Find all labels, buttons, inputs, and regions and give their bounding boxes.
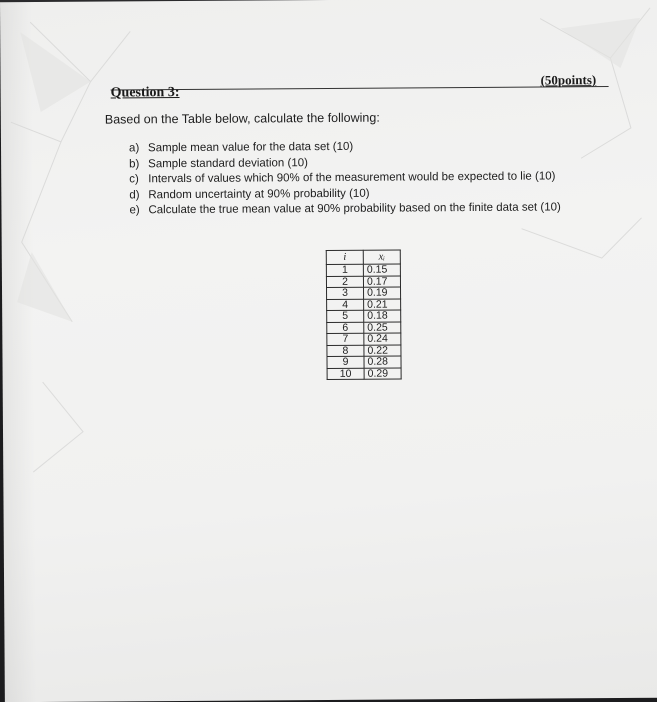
column-header-i: i bbox=[326, 250, 363, 264]
value-cell: 0.24 bbox=[364, 333, 401, 345]
index-cell: 6 bbox=[327, 322, 364, 334]
task-item bbox=[129, 201, 560, 220]
task-text: Calculate the true mean value at 90% probability based on the finite data set (10) bbox=[148, 201, 561, 217]
table-row bbox=[327, 368, 401, 380]
index-cell: 1 bbox=[326, 264, 363, 276]
question-title: Question 3: bbox=[110, 85, 180, 101]
table-row bbox=[326, 264, 400, 276]
task-item bbox=[129, 170, 560, 189]
data-table bbox=[326, 250, 402, 381]
task-label: d) bbox=[129, 189, 140, 202]
table-row bbox=[327, 310, 401, 322]
index-cell: 8 bbox=[327, 345, 364, 357]
task-list bbox=[129, 138, 561, 219]
index-cell: 3 bbox=[327, 287, 364, 299]
table-row bbox=[327, 356, 401, 368]
table-row bbox=[327, 333, 401, 345]
task-text: Random uncertainty at 90% probability (10) bbox=[148, 187, 370, 202]
question-intro: Based on the Table below, calculate the following: bbox=[104, 110, 380, 127]
index-cell: 4 bbox=[327, 299, 364, 311]
task-label: c) bbox=[129, 173, 139, 186]
value-cell: 0.21 bbox=[364, 299, 401, 311]
value-cell: 0.28 bbox=[364, 356, 401, 368]
column-header-x: xᵢ bbox=[363, 250, 400, 264]
points-label: (50points) bbox=[540, 72, 597, 88]
index-cell: 2 bbox=[326, 276, 363, 288]
value-cell: 0.22 bbox=[364, 345, 401, 357]
table-row bbox=[326, 276, 400, 288]
table-row bbox=[327, 345, 401, 357]
table-row bbox=[327, 299, 401, 311]
index-cell: 7 bbox=[327, 333, 364, 345]
value-cell: 0.29 bbox=[364, 368, 401, 380]
task-label: e) bbox=[129, 204, 140, 217]
task-label: a) bbox=[128, 142, 140, 155]
value-cell: 0.19 bbox=[364, 287, 401, 299]
task-text: Sample standard deviation (10) bbox=[148, 156, 309, 170]
value-cell: 0.25 bbox=[364, 322, 401, 334]
value-cell: 0.18 bbox=[364, 310, 401, 322]
index-cell: 10 bbox=[327, 368, 364, 380]
table-header-row bbox=[326, 250, 400, 265]
index-cell: 5 bbox=[327, 310, 364, 322]
task-label: b) bbox=[129, 157, 140, 170]
table-row bbox=[327, 287, 401, 299]
task-text: Intervals of values which 90% of the measurement would be expected to lie (10) bbox=[148, 170, 556, 186]
value-cell: 0.17 bbox=[363, 276, 400, 288]
table-row bbox=[327, 322, 401, 334]
task-text: Sample mean value for the data set (10) bbox=[147, 140, 354, 155]
index-cell: 9 bbox=[327, 356, 364, 368]
value-cell: 0.15 bbox=[363, 264, 400, 276]
